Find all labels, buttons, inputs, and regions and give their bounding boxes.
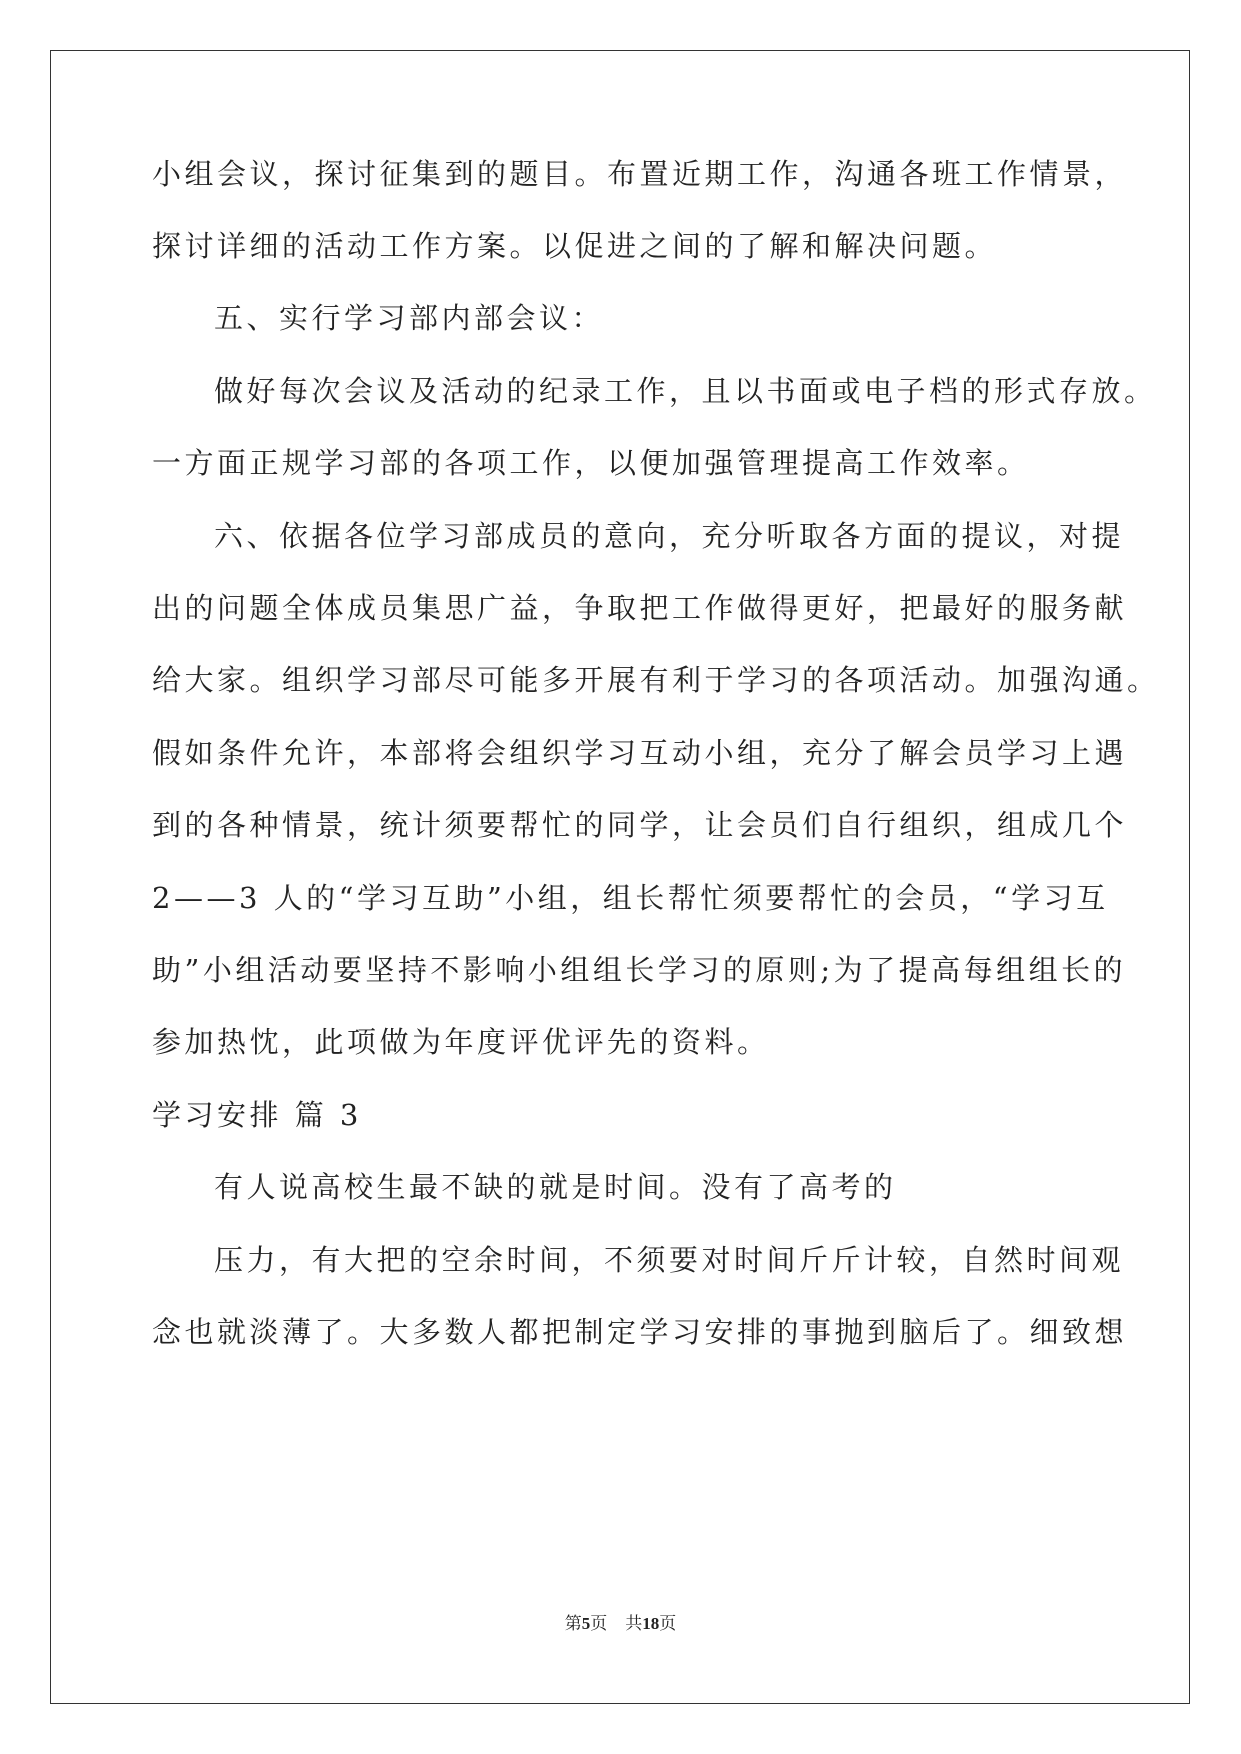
body-line: 给大家。组织学习部尽可能多开展有利于学习的各项活动。加强沟通。 xyxy=(152,663,1160,697)
body-line: 小组会议，探讨征集到的题目。布置近期工作，沟通各班工作情景， xyxy=(152,157,1128,191)
body-line: 压力，有大把的空余时间，不须要对时间斤斤计较，自然时间观 xyxy=(214,1243,1125,1277)
body-line: 2——3 人的“学习互助”小组，组长帮忙须要帮忙的会员，“学习互 xyxy=(152,881,1109,915)
body-line: 一方面正规学习部的各项工作，以便加强管理提高工作效率。 xyxy=(152,446,1030,480)
body-line: 有人说高校生最不缺的就是时间。没有了高考的 xyxy=(214,1170,897,1204)
body-line: 探讨详细的活动工作方案。以促进之间的了解和解决问题。 xyxy=(152,229,998,263)
body-line: 做好每次会议及活动的纪录工作，且以书面或电子档的形式存放。 xyxy=(214,374,1157,408)
page-prefix: 第 xyxy=(564,1614,582,1633)
page-border xyxy=(50,50,1190,1704)
body-line: 假如条件允许，本部将会组织学习互动小组，充分了解会员学习上遇 xyxy=(152,736,1128,770)
section-title: 学习安排 篇 3 xyxy=(152,1098,362,1132)
body-line: 念也就淡薄了。大多数人都把制定学习安排的事抛到脑后了。细致想 xyxy=(152,1315,1128,1349)
body-line: 六、依据各位学习部成员的意向，充分听取各方面的提议，对提 xyxy=(214,519,1125,553)
body-line: 出的问题全体成员集思广益，争取把工作做得更好，把最好的服务献 xyxy=(152,591,1128,625)
body-line: 到的各种情景，统计须要帮忙的同学，让会员们自行组织，组成几个 xyxy=(152,808,1128,842)
page-footer xyxy=(0,1614,1241,1634)
total-prefix: 共 xyxy=(625,1614,643,1633)
page-number: 5 xyxy=(581,1614,591,1633)
page-suffix: 页 xyxy=(590,1614,608,1633)
section-heading: 五、实行学习部内部会议： xyxy=(214,301,605,335)
total-pages: 18 xyxy=(642,1614,660,1633)
body-line: 助”小组活动要坚持不影响小组组长学习的原则;为了提高每组组长的 xyxy=(152,953,1127,987)
body-line: 参加热忱，此项做为年度评优评先的资料。 xyxy=(152,1025,770,1059)
total-suffix: 页 xyxy=(659,1614,677,1633)
